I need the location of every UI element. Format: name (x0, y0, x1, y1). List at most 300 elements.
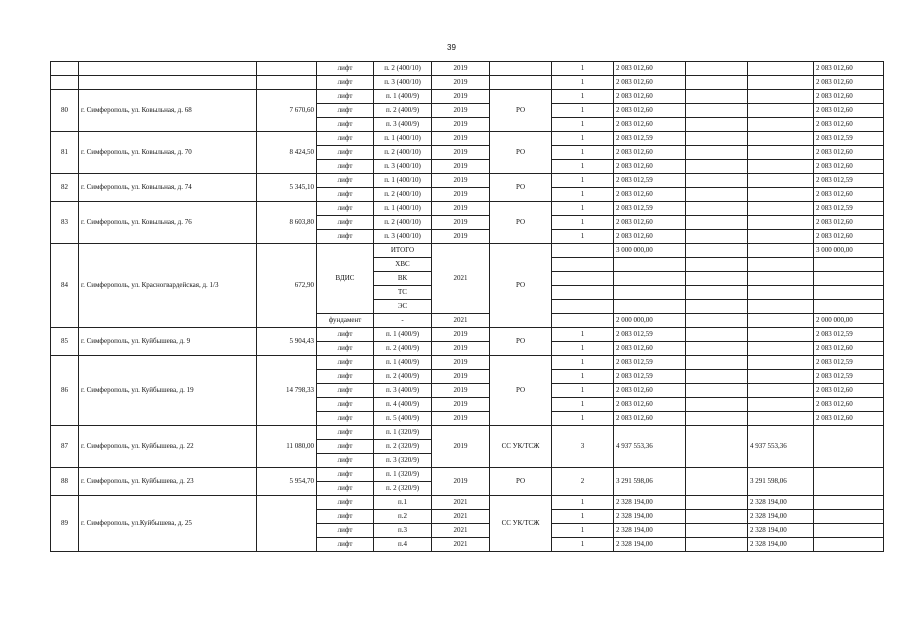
cell-work: лифт (317, 524, 374, 538)
cell-year: 2019 (432, 104, 490, 118)
cell-no: 83 (51, 202, 79, 244)
cell-qty (552, 258, 614, 272)
cell-a1 (614, 286, 686, 300)
cell-source: РО (490, 90, 552, 132)
cell-qty: 1 (552, 398, 614, 412)
cell-a3 (748, 202, 814, 216)
cell-year: 2019 (432, 328, 490, 342)
cell-qty: 1 (552, 328, 614, 342)
cell-a3: 2 328 194,00 (748, 510, 814, 524)
cell-year: 2019 (432, 370, 490, 384)
cell-detail: ХВС (374, 258, 432, 272)
cell-a2 (686, 398, 748, 412)
cell-a2 (686, 426, 748, 468)
cell-a3 (748, 342, 814, 356)
cell-a1: 2 083 012,60 (614, 76, 686, 90)
cell-qty: 1 (552, 90, 614, 104)
cell-year: 2019 (432, 468, 490, 496)
cell-address: г. Симферополь, ул. Куйбышева, д. 19 (79, 356, 257, 426)
table-row (51, 426, 884, 440)
cell-qty: 1 (552, 118, 614, 132)
cell-qty (552, 286, 614, 300)
cell-a1: 2 083 012,59 (614, 356, 686, 370)
cell-total: 2 083 012,60 (814, 230, 884, 244)
cell-area: 7 670,60 (257, 90, 317, 132)
cell-a3: 4 937 553,36 (748, 426, 814, 468)
cell-a1: 2 083 012,60 (614, 384, 686, 398)
cell-work: лифт (317, 174, 374, 188)
cell-total: 2 083 012,60 (814, 104, 884, 118)
cell-year: 2019 (432, 118, 490, 132)
cell-a1: 2 083 012,60 (614, 160, 686, 174)
cell-no: 81 (51, 132, 79, 174)
cell-year: 2021 (432, 510, 490, 524)
cell-a1: 2 083 012,60 (614, 230, 686, 244)
cell-source: РО (490, 328, 552, 356)
cell-qty: 1 (552, 496, 614, 510)
cell-detail: п. 1 (400/10) (374, 132, 432, 146)
table-row (51, 202, 884, 216)
cell-total (814, 496, 884, 510)
cell-qty (552, 272, 614, 286)
cell-total (814, 426, 884, 468)
cell-qty: 1 (552, 160, 614, 174)
cell-detail: п. 4 (400/9) (374, 398, 432, 412)
table-row (51, 468, 884, 482)
cell-a2 (686, 244, 748, 258)
cell-area (257, 62, 317, 76)
cell-work: лифт (317, 230, 374, 244)
cell-a1: 2 328 194,00 (614, 524, 686, 538)
cell-a2 (686, 286, 748, 300)
cell-a1: 2 000 000,00 (614, 314, 686, 328)
cell-work: лифт (317, 118, 374, 132)
table-row (51, 356, 884, 370)
cell-a1: 2 083 012,60 (614, 342, 686, 356)
cell-qty: 1 (552, 230, 614, 244)
cell-work: лифт (317, 412, 374, 426)
cell-a1: 2 083 012,59 (614, 132, 686, 146)
cell-work: лифт (317, 398, 374, 412)
cell-detail: п. 2 (320/9) (374, 440, 432, 454)
cell-a2 (686, 496, 748, 510)
cell-total: 2 083 012,59 (814, 356, 884, 370)
cell-area (257, 76, 317, 90)
cell-total: 2 083 012,60 (814, 146, 884, 160)
cell-total: 2 083 012,59 (814, 132, 884, 146)
cell-a2 (686, 174, 748, 188)
cell-a3 (748, 398, 814, 412)
cell-work: лифт (317, 160, 374, 174)
cell-work: лифт (317, 62, 374, 76)
cell-a3 (748, 272, 814, 286)
cell-a3 (748, 104, 814, 118)
cell-total: 2 000 000,00 (814, 314, 884, 328)
cell-total: 3 000 000,00 (814, 244, 884, 258)
cell-total: 2 083 012,60 (814, 62, 884, 76)
cell-detail: п. 1 (400/9) (374, 328, 432, 342)
cell-total (814, 300, 884, 314)
cell-total: 2 083 012,60 (814, 118, 884, 132)
cell-year: 2021 (432, 314, 490, 328)
cell-source (490, 76, 552, 90)
cell-work: лифт (317, 104, 374, 118)
cell-area: 5 954,70 (257, 468, 317, 496)
cell-qty: 3 (552, 426, 614, 468)
cell-a3: 3 291 598,06 (748, 468, 814, 496)
cell-qty (552, 300, 614, 314)
cell-year: 2019 (432, 412, 490, 426)
cell-total (814, 538, 884, 552)
cell-a1: 2 083 012,60 (614, 188, 686, 202)
cell-total (814, 510, 884, 524)
cell-work: лифт (317, 370, 374, 384)
cell-total: 2 083 012,60 (814, 160, 884, 174)
cell-year: 2021 (432, 538, 490, 552)
cell-detail: ТС (374, 286, 432, 300)
cell-total: 2 083 012,60 (814, 342, 884, 356)
cell-work: лифт (317, 76, 374, 90)
cell-no: 88 (51, 468, 79, 496)
cell-area: 8 424,50 (257, 132, 317, 174)
cell-address: г. Симферополь, ул. Куйбышева, д. 9 (79, 328, 257, 356)
cell-no: 86 (51, 356, 79, 426)
cell-a3 (748, 174, 814, 188)
cell-a3 (748, 230, 814, 244)
cell-year: 2021 (432, 244, 490, 314)
cell-a3 (748, 160, 814, 174)
table-row (51, 244, 884, 258)
cell-a2 (686, 384, 748, 398)
cell-detail: п. 1 (320/9) (374, 468, 432, 482)
cell-source: РО (490, 202, 552, 244)
cell-detail: п. 3 (400/9) (374, 118, 432, 132)
repair-schedule-table (50, 61, 884, 552)
cell-address: г. Симферополь, ул. Куйбышева, д. 23 (79, 468, 257, 496)
cell-source: СС УК/ТСЖ (490, 426, 552, 468)
cell-work: лифт (317, 216, 374, 230)
cell-no: 80 (51, 90, 79, 132)
cell-detail: п. 3 (400/10) (374, 230, 432, 244)
cell-address: г. Симферополь, ул. Ковыльная, д. 74 (79, 174, 257, 202)
cell-year: 2019 (432, 216, 490, 230)
cell-a2 (686, 342, 748, 356)
cell-a3 (748, 370, 814, 384)
cell-no: 87 (51, 426, 79, 468)
cell-a1 (614, 300, 686, 314)
cell-a1: 2 328 194,00 (614, 538, 686, 552)
cell-work: лифт (317, 482, 374, 496)
cell-detail: п. 2 (400/10) (374, 62, 432, 76)
cell-address: г. Симферополь, ул. Красногвардейская, д. 1/3 (79, 244, 257, 328)
cell-a2 (686, 230, 748, 244)
cell-total: 2 083 012,59 (814, 328, 884, 342)
cell-address: г. Симферополь, ул. Куйбышева, д. 22 (79, 426, 257, 468)
cell-a1: 2 083 012,59 (614, 370, 686, 384)
cell-year: 2019 (432, 76, 490, 90)
cell-work: лифт (317, 496, 374, 510)
cell-detail: п. 5 (400/9) (374, 412, 432, 426)
page-number: 39 (447, 43, 456, 52)
cell-qty: 1 (552, 188, 614, 202)
cell-a1: 2 083 012,60 (614, 104, 686, 118)
cell-a2 (686, 62, 748, 76)
cell-a1: 2 083 012,60 (614, 412, 686, 426)
cell-a3 (748, 76, 814, 90)
cell-a2 (686, 146, 748, 160)
cell-source: РО (490, 244, 552, 328)
cell-year: 2019 (432, 398, 490, 412)
cell-work: лифт (317, 356, 374, 370)
cell-year: 2019 (432, 174, 490, 188)
cell-qty: 1 (552, 370, 614, 384)
cell-total (814, 468, 884, 496)
cell-a3: 2 328 194,00 (748, 538, 814, 552)
cell-address: г. Симферополь, ул. Ковыльная, д. 68 (79, 90, 257, 132)
cell-a2 (686, 272, 748, 286)
cell-a3: 2 328 194,00 (748, 524, 814, 538)
cell-a3 (748, 300, 814, 314)
cell-area: 5 904,43 (257, 328, 317, 356)
cell-area: 5 345,10 (257, 174, 317, 202)
cell-a3 (748, 244, 814, 258)
cell-a1 (614, 272, 686, 286)
cell-area: 8 603,80 (257, 202, 317, 244)
cell-total (814, 286, 884, 300)
cell-detail: п. 2 (400/10) (374, 216, 432, 230)
cell-a3 (748, 356, 814, 370)
cell-detail: п. 2 (400/9) (374, 370, 432, 384)
cell-a1: 2 083 012,60 (614, 90, 686, 104)
cell-a2 (686, 90, 748, 104)
cell-qty: 1 (552, 384, 614, 398)
cell-detail: п.3 (374, 524, 432, 538)
cell-detail: п. 3 (400/9) (374, 384, 432, 398)
cell-a2 (686, 468, 748, 496)
cell-a3 (748, 132, 814, 146)
table-row (51, 496, 884, 510)
cell-no (51, 76, 79, 90)
cell-detail: п. 1 (400/9) (374, 90, 432, 104)
cell-qty (552, 314, 614, 328)
cell-work: лифт (317, 384, 374, 398)
cell-total: 2 083 012,60 (814, 216, 884, 230)
cell-qty: 1 (552, 174, 614, 188)
cell-qty: 1 (552, 342, 614, 356)
table-row (51, 62, 884, 76)
cell-a2 (686, 160, 748, 174)
cell-a2 (686, 356, 748, 370)
cell-work: лифт (317, 202, 374, 216)
cell-source: РО (490, 356, 552, 426)
cell-year: 2019 (432, 62, 490, 76)
cell-work: лифт (317, 454, 374, 468)
cell-work: лифт (317, 468, 374, 482)
cell-detail: ИТОГО (374, 244, 432, 258)
cell-year: 2019 (432, 160, 490, 174)
cell-detail: п.4 (374, 538, 432, 552)
cell-year: 2021 (432, 496, 490, 510)
cell-detail: п.1 (374, 496, 432, 510)
cell-work: лифт (317, 132, 374, 146)
cell-a3 (748, 314, 814, 328)
cell-source: СС УК/ТСЖ (490, 496, 552, 552)
cell-year: 2019 (432, 132, 490, 146)
cell-detail: п.2 (374, 510, 432, 524)
cell-source: РО (490, 174, 552, 202)
cell-detail: ЭС (374, 300, 432, 314)
cell-work: лифт (317, 146, 374, 160)
cell-no: 85 (51, 328, 79, 356)
cell-no: 82 (51, 174, 79, 202)
cell-total: 2 083 012,59 (814, 174, 884, 188)
cell-a1: 2 083 012,59 (614, 328, 686, 342)
cell-a3 (748, 328, 814, 342)
cell-a2 (686, 258, 748, 272)
cell-a2 (686, 76, 748, 90)
cell-year: 2019 (432, 146, 490, 160)
cell-a2 (686, 300, 748, 314)
cell-year: 2019 (432, 342, 490, 356)
cell-detail: п. 2 (400/9) (374, 342, 432, 356)
cell-a3 (748, 258, 814, 272)
cell-detail: п. 3 (400/10) (374, 160, 432, 174)
table-row (51, 76, 884, 90)
cell-a2 (686, 104, 748, 118)
cell-qty: 1 (552, 132, 614, 146)
cell-a1: 2 083 012,60 (614, 62, 686, 76)
cell-no (51, 62, 79, 76)
cell-a2 (686, 118, 748, 132)
cell-address: г. Симферополь, ул.Куйбышева, д. 25 (79, 496, 257, 552)
cell-detail: п. 2 (320/9) (374, 482, 432, 496)
cell-work: фундамент (317, 314, 374, 328)
cell-work: лифт (317, 90, 374, 104)
cell-qty: 1 (552, 202, 614, 216)
cell-a1: 2 328 194,00 (614, 510, 686, 524)
table-row (51, 90, 884, 104)
cell-a2 (686, 188, 748, 202)
cell-a3: 2 328 194,00 (748, 496, 814, 510)
cell-address: г. Симферополь, ул. Ковыльная, д. 76 (79, 202, 257, 244)
cell-total (814, 272, 884, 286)
cell-qty: 1 (552, 216, 614, 230)
cell-a3 (748, 62, 814, 76)
cell-year: 2019 (432, 202, 490, 216)
cell-a3 (748, 412, 814, 426)
cell-a1: 4 937 553,36 (614, 426, 686, 468)
cell-total: 2 083 012,60 (814, 384, 884, 398)
cell-a1: 3 000 000,00 (614, 244, 686, 258)
cell-address: г. Симферополь, ул. Ковыльная, д. 70 (79, 132, 257, 174)
cell-a3 (748, 118, 814, 132)
cell-work: лифт (317, 426, 374, 440)
cell-a2 (686, 510, 748, 524)
cell-no: 84 (51, 244, 79, 328)
cell-total: 2 083 012,60 (814, 90, 884, 104)
cell-a2 (686, 538, 748, 552)
cell-work: лифт (317, 538, 374, 552)
cell-source: РО (490, 132, 552, 174)
cell-qty: 1 (552, 104, 614, 118)
cell-total: 2 083 012,60 (814, 412, 884, 426)
table-row (51, 174, 884, 188)
cell-total: 2 083 012,60 (814, 188, 884, 202)
cell-total (814, 258, 884, 272)
cell-total (814, 524, 884, 538)
cell-qty: 1 (552, 412, 614, 426)
cell-qty (552, 244, 614, 258)
cell-a2 (686, 370, 748, 384)
cell-work: лифт (317, 510, 374, 524)
cell-qty: 1 (552, 538, 614, 552)
cell-detail: п. 1 (400/10) (374, 202, 432, 216)
cell-no: 89 (51, 496, 79, 552)
cell-year: 2019 (432, 230, 490, 244)
cell-a2 (686, 132, 748, 146)
cell-address (79, 62, 257, 76)
cell-qty: 1 (552, 62, 614, 76)
cell-a3 (748, 90, 814, 104)
cell-qty: 1 (552, 76, 614, 90)
cell-a3 (748, 216, 814, 230)
cell-total: 2 083 012,60 (814, 76, 884, 90)
cell-detail: п. 1 (400/9) (374, 356, 432, 370)
cell-total: 2 083 012,59 (814, 202, 884, 216)
cell-year: 2019 (432, 356, 490, 370)
cell-a1: 2 328 194,00 (614, 496, 686, 510)
cell-a3 (748, 384, 814, 398)
cell-area: 672,90 (257, 244, 317, 328)
cell-a2 (686, 328, 748, 342)
cell-a2 (686, 202, 748, 216)
cell-work: лифт (317, 440, 374, 454)
cell-year: 2019 (432, 90, 490, 104)
cell-a1: 2 083 012,59 (614, 202, 686, 216)
cell-a1: 2 083 012,60 (614, 216, 686, 230)
cell-work: лифт (317, 328, 374, 342)
cell-qty: 1 (552, 146, 614, 160)
cell-total: 2 083 012,59 (814, 370, 884, 384)
cell-work: ВДИС (317, 244, 374, 314)
table-row (51, 132, 884, 146)
cell-source (490, 62, 552, 76)
table-row (51, 328, 884, 342)
cell-year: 2019 (432, 188, 490, 202)
cell-a3 (748, 286, 814, 300)
cell-qty: 2 (552, 468, 614, 496)
cell-work: лифт (317, 342, 374, 356)
cell-a1 (614, 258, 686, 272)
cell-work: лифт (317, 188, 374, 202)
cell-a1: 2 083 012,60 (614, 146, 686, 160)
cell-detail: п. 1 (400/10) (374, 174, 432, 188)
cell-detail: п. 2 (400/10) (374, 188, 432, 202)
cell-a1: 3 291 598,06 (614, 468, 686, 496)
cell-total: 2 083 012,60 (814, 398, 884, 412)
cell-a1: 2 083 012,60 (614, 398, 686, 412)
cell-detail: п. 2 (400/10) (374, 146, 432, 160)
cell-qty: 1 (552, 356, 614, 370)
cell-a1: 2 083 012,59 (614, 174, 686, 188)
cell-a3 (748, 188, 814, 202)
cell-detail: п. 3 (320/9) (374, 454, 432, 468)
cell-a3 (748, 146, 814, 160)
cell-detail: - (374, 314, 432, 328)
cell-a2 (686, 412, 748, 426)
cell-source: РО (490, 468, 552, 496)
cell-qty: 1 (552, 510, 614, 524)
